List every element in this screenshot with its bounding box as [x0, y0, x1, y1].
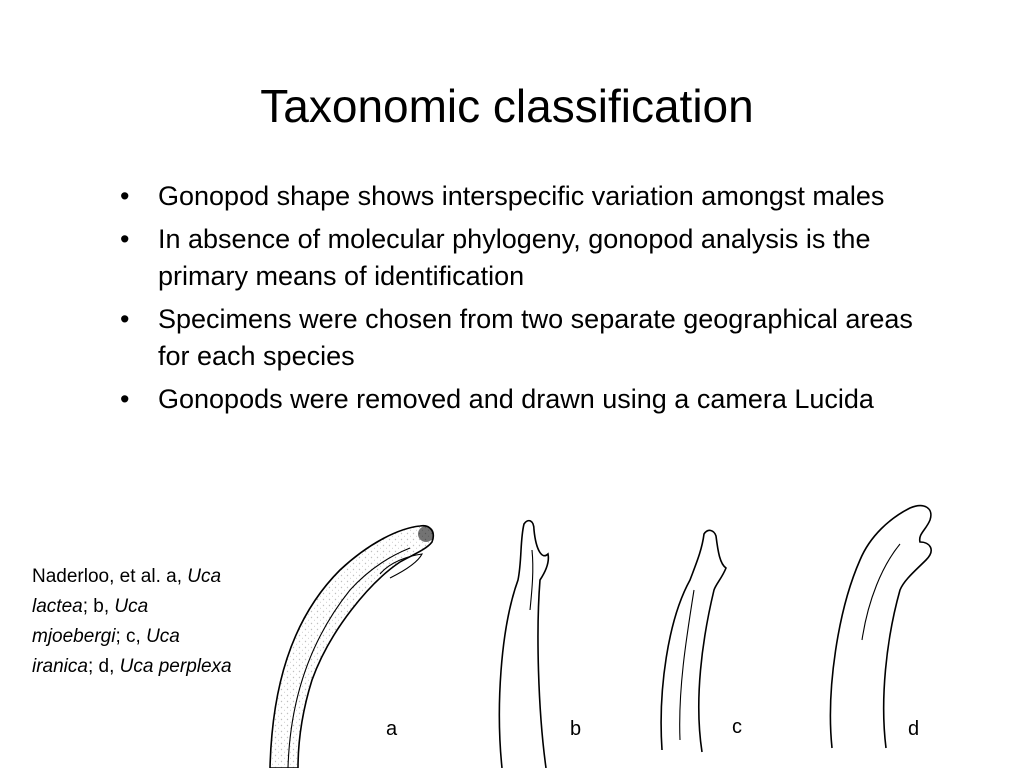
caption-text: ; d,	[87, 656, 120, 677]
gonopod-d-drawing	[830, 506, 931, 748]
bullet-icon: •	[120, 304, 130, 334]
bullet-item	[118, 381, 938, 418]
gonopod-a-drawing	[270, 526, 434, 768]
species-name: Uca iranica	[32, 626, 180, 677]
bullet-text: Specimens were chosen from two separate geographical areas for each species	[158, 304, 913, 371]
bullet-text: In absence of molecular phylogeny, gonopod analysis is the primary means of identification	[158, 224, 871, 291]
caption-text: ; c,	[115, 626, 147, 647]
bullet-item	[118, 221, 938, 295]
caption-text: ; b,	[82, 596, 115, 617]
slide-title: Taxonomic classification	[260, 80, 754, 132]
caption-text: Naderloo, et al. a,	[32, 566, 188, 587]
bullet-text: Gonopod shape shows interspecific variation amongst males	[158, 181, 885, 211]
gonopod-figure	[250, 490, 1010, 768]
figure-label-c: c	[732, 716, 742, 738]
species-name: Uca perplexa	[119, 656, 232, 677]
figure-label-b: b	[570, 718, 582, 740]
bullet-item	[118, 178, 938, 215]
gonopod-drawings	[250, 490, 1010, 768]
figure-label-d: d	[908, 718, 920, 740]
bullet-item	[118, 301, 938, 375]
bullet-icon: •	[120, 224, 130, 254]
bullet-text: Gonopods were removed and drawn using a camera Lucida	[158, 384, 874, 414]
bullet-icon: •	[120, 181, 130, 211]
bullet-icon: •	[120, 384, 130, 414]
gonopod-b-drawing	[499, 521, 548, 768]
figure-label-a: a	[386, 718, 398, 740]
gonopod-c-drawing	[661, 530, 726, 752]
bullet-list	[118, 178, 938, 424]
species-name: Uca mjoebergi	[32, 596, 149, 647]
figure-caption	[32, 562, 242, 682]
species-name: Uca lactea	[32, 566, 222, 617]
